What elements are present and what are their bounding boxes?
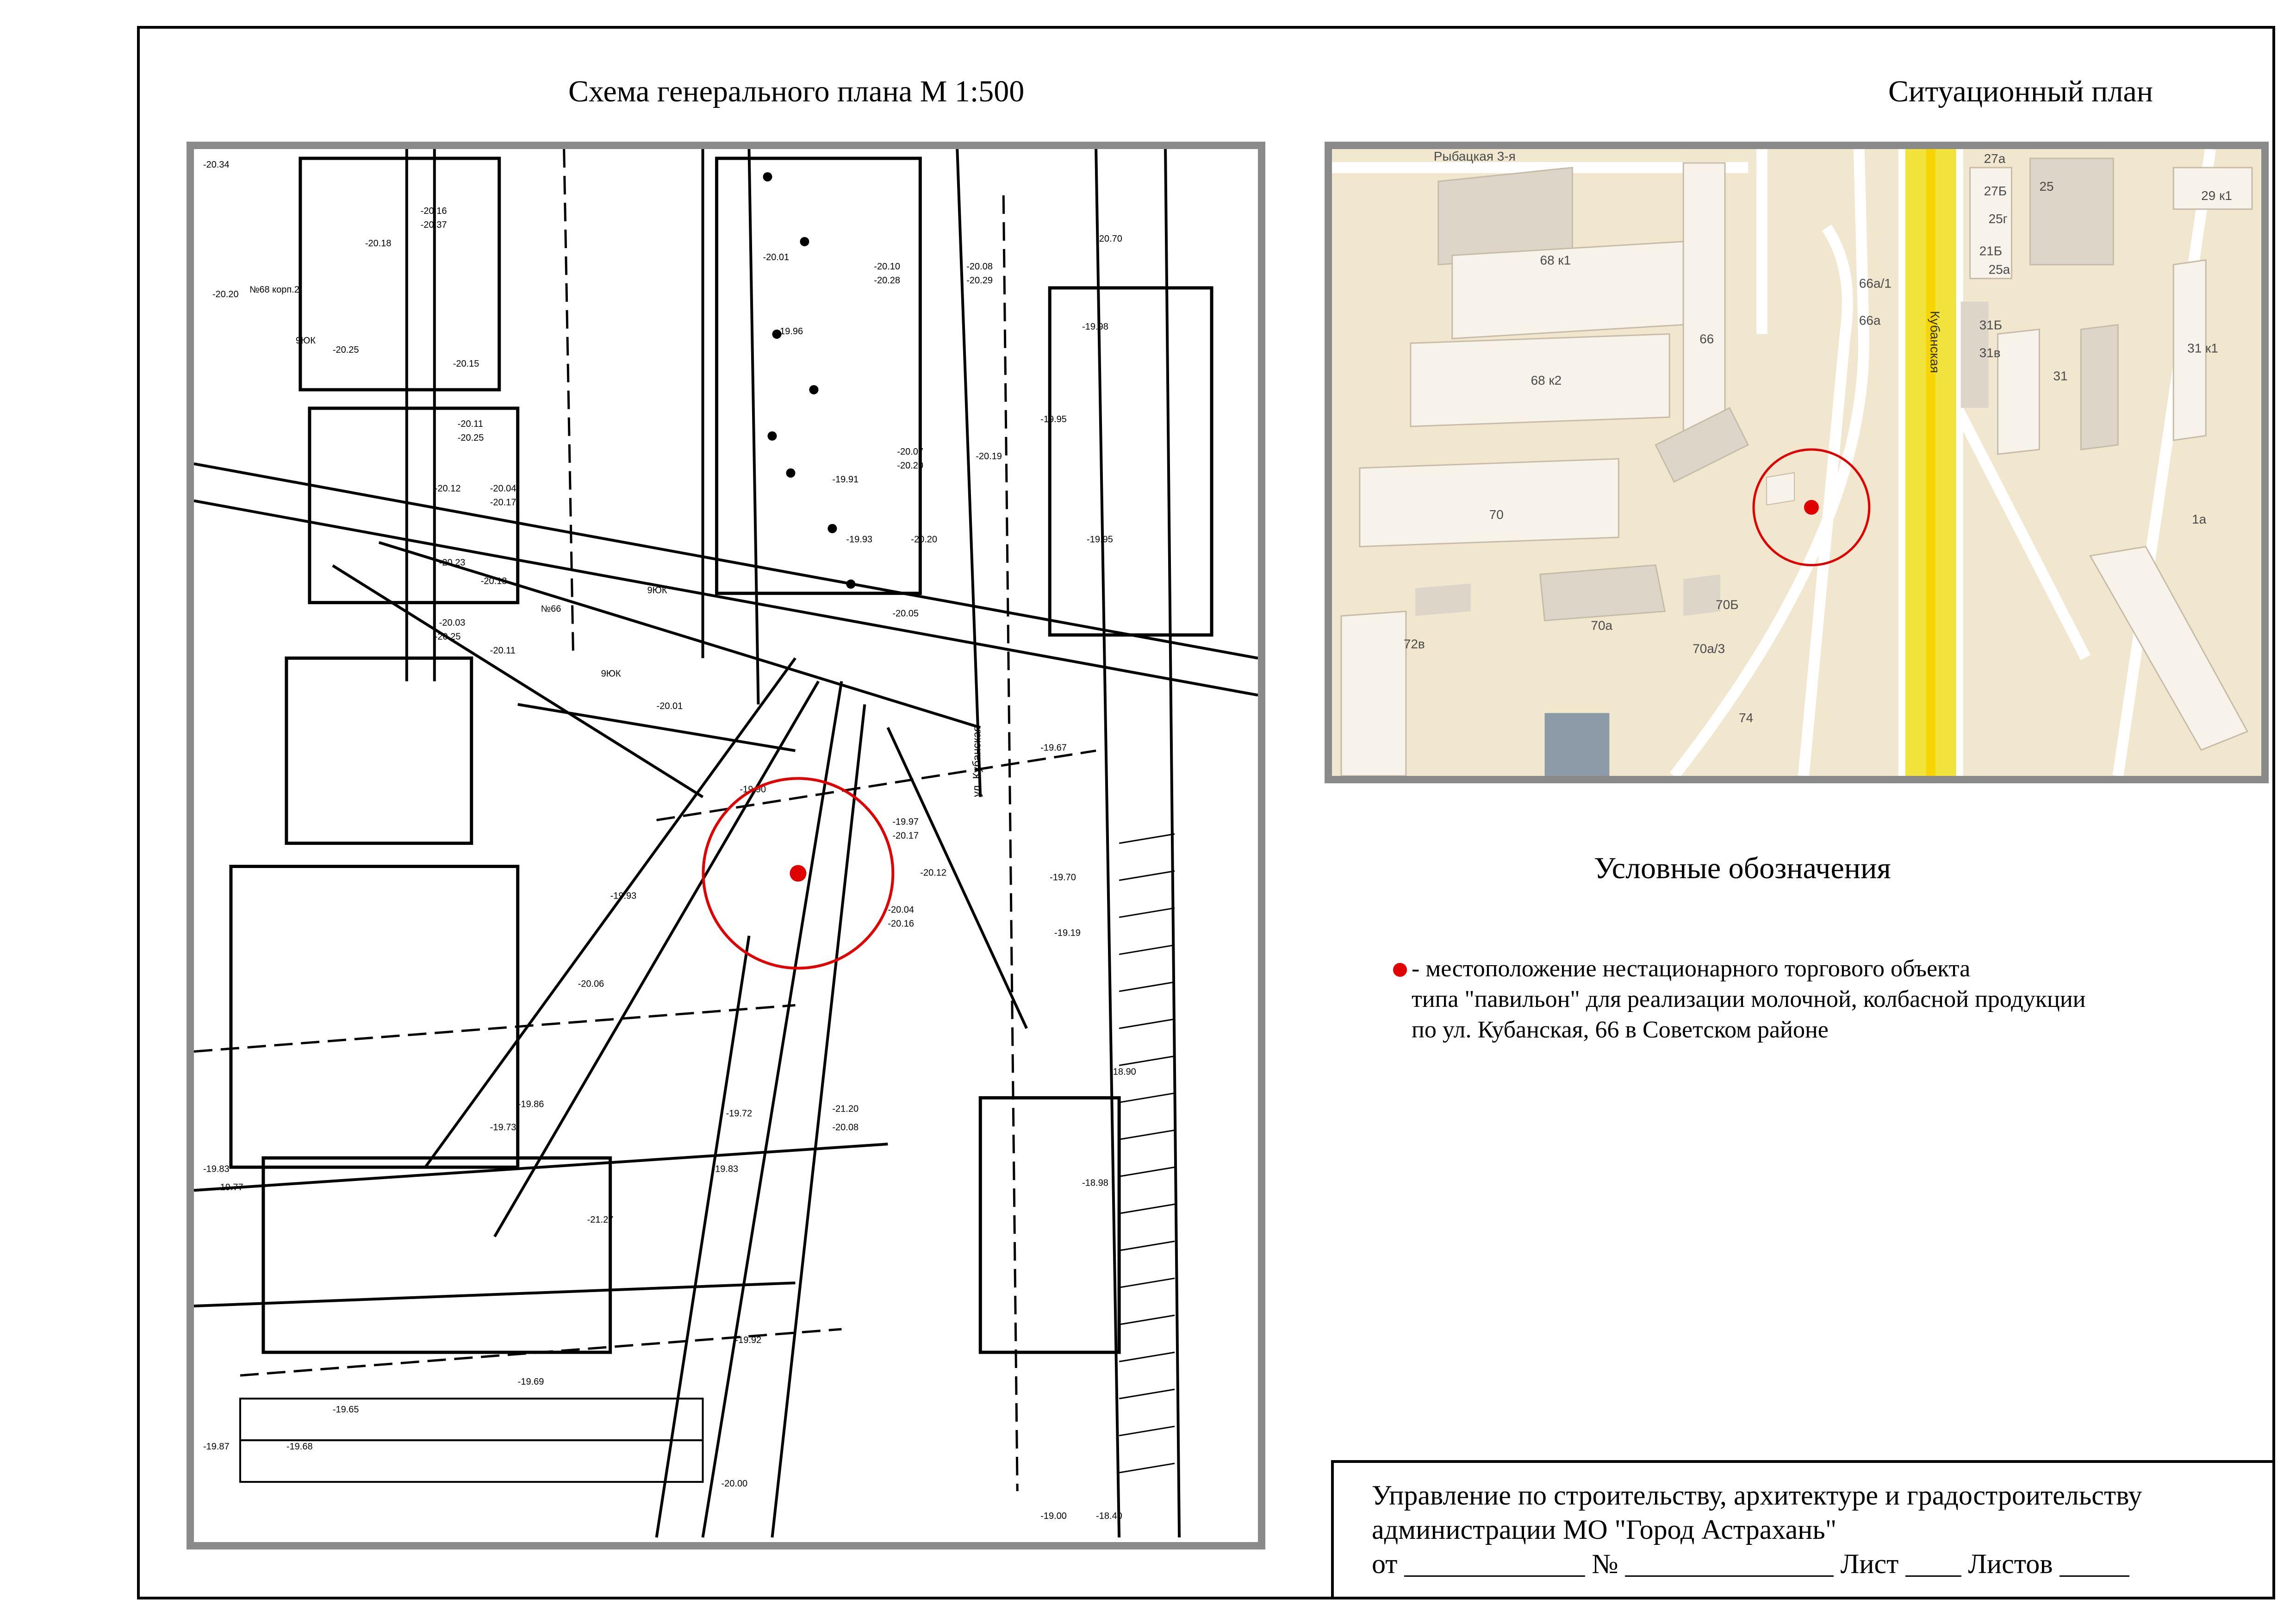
- situation-location-marker: [1804, 500, 1819, 515]
- svg-text:-20.25: -20.25: [434, 631, 461, 642]
- svg-text:-20.07: -20.07: [897, 446, 924, 457]
- svg-text:-19.69: -19.69: [517, 1377, 544, 1387]
- svg-text:31 к1: 31 к1: [2187, 341, 2218, 356]
- svg-text:-20.08: -20.08: [966, 261, 993, 272]
- legend-line-1: - местоположение нестационарного торгового объекта: [1412, 956, 1971, 982]
- svg-text:25: 25: [2039, 179, 2054, 194]
- svg-text:70а/3: 70а/3: [1692, 641, 1725, 656]
- svg-text:-21.20: -21.20: [832, 1104, 859, 1114]
- svg-text:-19.19: -19.19: [1054, 928, 1081, 938]
- svg-text:-19.70: -19.70: [1050, 872, 1076, 883]
- svg-text:-20.25: -20.25: [332, 344, 359, 355]
- svg-text:70а: 70а: [1591, 618, 1613, 633]
- svg-text:-20.08: -20.08: [832, 1122, 859, 1133]
- svg-text:27а: 27а: [1984, 151, 2006, 166]
- svg-text:-20.12: -20.12: [920, 868, 946, 878]
- svg-text:-21.27: -21.27: [587, 1215, 614, 1225]
- situation-plan-drawing: [1332, 149, 2261, 776]
- svg-text:-20.20: -20.20: [911, 534, 937, 545]
- svg-text:-20.06: -20.06: [578, 979, 604, 989]
- svg-text:21Б: 21Б: [1979, 244, 2003, 258]
- svg-text:-19.96: -19.96: [777, 326, 803, 337]
- svg-text:-19.83: -19.83: [712, 1164, 739, 1174]
- svg-text:-20.20: -20.20: [897, 460, 924, 471]
- svg-text:9ЮК: 9ЮК: [647, 585, 667, 596]
- svg-text:25г: 25г: [1988, 211, 2008, 226]
- svg-text:-20.20: -20.20: [212, 289, 239, 300]
- situation-plan-title: Ситуационный план: [1888, 75, 2153, 108]
- svg-text:-19.67: -19.67: [1040, 743, 1067, 753]
- title-block-admin: администрации МО "Город Астрахань": [1372, 1514, 1837, 1545]
- svg-text:-19.91: -19.91: [832, 474, 859, 485]
- svg-text:72в: 72в: [1403, 637, 1425, 651]
- svg-text:-19.77: -19.77: [217, 1182, 243, 1193]
- svg-text:-19.00: -19.00: [1040, 1511, 1067, 1522]
- svg-text:-20.16: -20.16: [420, 206, 447, 216]
- legend-marker: [1393, 963, 1407, 977]
- svg-text:-20.05: -20.05: [892, 608, 919, 619]
- svg-text:-19.97: -19.97: [892, 817, 919, 827]
- svg-text:-19.72: -19.72: [726, 1108, 753, 1119]
- svg-text:74: 74: [1739, 711, 1754, 725]
- title-block: [1331, 1460, 2275, 1599]
- svg-text:-20.17: -20.17: [490, 497, 516, 508]
- svg-text:ул. Кубанская: ул. Кубанская: [971, 725, 983, 797]
- general-plan-map: [187, 142, 1265, 1549]
- location-marker: [790, 865, 806, 881]
- svg-text:-20.34: -20.34: [203, 159, 230, 170]
- svg-text:-20.00: -20.00: [721, 1479, 748, 1489]
- svg-text:Кубанская: Кубанская: [1928, 311, 1942, 373]
- svg-text:66а: 66а: [1859, 313, 1881, 328]
- svg-text:25а: 25а: [1988, 262, 2010, 277]
- title-block-org: Управление по строительству, архитектуре и градостроительству: [1372, 1480, 2142, 1511]
- svg-text:Рыбацкая 3-я: Рыбацкая 3-я: [1433, 149, 1516, 163]
- svg-text:9ЮК: 9ЮК: [295, 335, 316, 346]
- svg-text:-19.86: -19.86: [517, 1099, 544, 1110]
- svg-text:-19.83: -19.83: [203, 1164, 230, 1174]
- svg-text:-19.95: -19.95: [1040, 414, 1067, 425]
- svg-text:-20.11: -20.11: [490, 645, 516, 656]
- title-block-sheet: от _____________ № _______________ Лист ____ Листов _____: [1372, 1549, 2129, 1579]
- svg-text:-19.73: -19.73: [490, 1122, 516, 1133]
- svg-text:9ЮК: 9ЮК: [601, 668, 621, 679]
- svg-text:-20.04: -20.04: [888, 905, 915, 915]
- svg-text:-20.12: -20.12: [434, 483, 461, 494]
- svg-text:-19.95: -19.95: [1087, 534, 1113, 545]
- svg-text:-19.93: -19.93: [610, 891, 637, 901]
- svg-text:-19.92: -19.92: [735, 1335, 762, 1346]
- general-plan-title: Схема генерального плана М 1:500: [568, 75, 1025, 108]
- svg-text:-20.28: -20.28: [874, 275, 901, 286]
- svg-text:31Б: 31Б: [1979, 318, 2003, 332]
- svg-text:№68 корп.2: №68 корп.2: [249, 284, 299, 295]
- svg-text:31в: 31в: [1979, 345, 2001, 360]
- svg-text:-19.65: -19.65: [332, 1405, 359, 1415]
- svg-text:1а: 1а: [2192, 512, 2207, 526]
- svg-text:66: 66: [1699, 331, 1714, 346]
- svg-text:-20.01: -20.01: [763, 252, 790, 262]
- svg-text:-20.23: -20.23: [439, 557, 466, 568]
- svg-text:-18.98: -18.98: [1082, 1178, 1108, 1188]
- svg-text:-20.13: -20.13: [480, 576, 507, 587]
- situation-plan-map: [1325, 142, 2269, 783]
- svg-text:-20.16: -20.16: [888, 918, 915, 929]
- svg-text:70: 70: [1489, 507, 1504, 522]
- svg-text:-19.87: -19.87: [203, 1442, 230, 1452]
- svg-text:66а/1: 66а/1: [1859, 276, 1892, 291]
- svg-text:-20.10: -20.10: [874, 261, 901, 272]
- legend-line-2: типа "павильон" для реализации молочной, колбасной продукции: [1412, 986, 2086, 1012]
- svg-text:-20.01: -20.01: [656, 701, 683, 712]
- legend-description: [1412, 954, 2085, 1045]
- svg-text:-18.40: -18.40: [1096, 1511, 1122, 1522]
- svg-text:-19.93: -19.93: [846, 534, 873, 545]
- svg-text:-20.17: -20.17: [892, 831, 919, 841]
- svg-text:-19.90: -19.90: [740, 784, 766, 795]
- svg-text:-20.03: -20.03: [439, 618, 466, 628]
- legend-title: Условные обозначения: [1594, 851, 1891, 885]
- general-plan-drawing: [194, 149, 1258, 1542]
- svg-text:-20.25: -20.25: [457, 432, 484, 443]
- svg-text:-20.29: -20.29: [966, 275, 993, 286]
- svg-text:-20.70: -20.70: [1096, 233, 1122, 244]
- svg-text:-20.37: -20.37: [420, 219, 447, 230]
- svg-text:27Б: 27Б: [1984, 183, 2007, 198]
- legend-line-3: по ул. Кубанская, 66 в Советском районе: [1412, 1017, 1829, 1043]
- svg-text:70Б: 70Б: [1716, 597, 1739, 612]
- svg-text:-20.04: -20.04: [490, 483, 516, 494]
- svg-text:-19.68: -19.68: [286, 1442, 313, 1452]
- svg-text:-20.19: -20.19: [976, 451, 1002, 462]
- svg-text:-20.18: -20.18: [365, 238, 392, 249]
- svg-text:29 к1: 29 к1: [2201, 188, 2232, 203]
- svg-text:№66: №66: [541, 604, 561, 614]
- svg-text:-20.11: -20.11: [457, 418, 483, 429]
- svg-text:68 к2: 68 к2: [1531, 373, 1562, 388]
- svg-text:-20.15: -20.15: [453, 358, 479, 369]
- svg-text:-19.98: -19.98: [1082, 321, 1108, 332]
- svg-text:-18.90: -18.90: [1110, 1067, 1136, 1077]
- svg-text:68 к1: 68 к1: [1540, 253, 1571, 268]
- svg-text:31: 31: [2053, 369, 2068, 383]
